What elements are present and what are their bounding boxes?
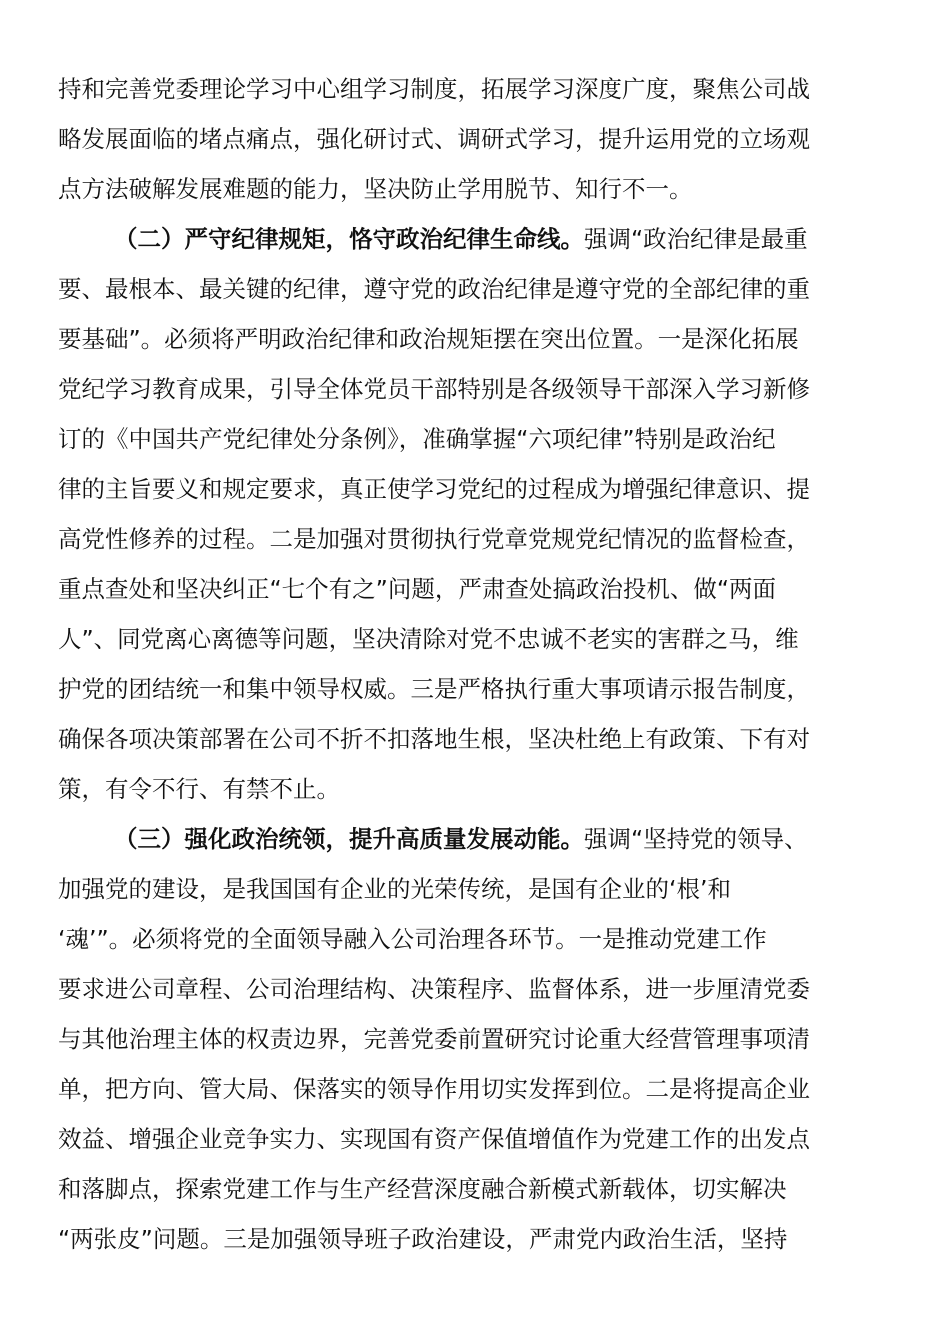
text-line: 护党的团结统一和集中领导权威。三是严格执行重大事项请示报告制度， bbox=[58, 675, 810, 703]
text-line: ‘魂’”。必须将党的全面领导融入公司治理各环节。一是推动党建工作 bbox=[58, 925, 767, 953]
text-line: 人”、同党离心离德等问题，坚决清除对党不忠诚不老实的害群之马，维 bbox=[58, 625, 799, 653]
document-body bbox=[58, 64, 878, 1264]
section-2-lead-text: 强调“政治纪律是最重 bbox=[584, 225, 808, 253]
section-3-lead-text: 强调“坚持党的领导、 bbox=[584, 825, 808, 853]
text-line: 党纪学习教育成果，引导全体党员干部特别是各级领导干部深入学习新修 bbox=[58, 375, 810, 403]
section-2-heading: （二）严守纪律规矩，恪守政治纪律生命线。 bbox=[114, 225, 584, 253]
section-3-paragraph bbox=[58, 814, 878, 1264]
text-line: 高党性修养的过程。二是加强对贯彻执行党章党规党纪情况的监督检查， bbox=[58, 525, 810, 553]
paragraph-1 bbox=[58, 64, 878, 214]
text-line: 重点查处和坚决纠正“七个有之”问题，严肃查处搞政治投机、做“两面 bbox=[58, 575, 777, 603]
text-line: 确保各项决策部署在公司不折不扣落地生根，坚决杜绝上有政策、下有对 bbox=[58, 725, 810, 753]
text-line: 订的《中国共产党纪律处分条例》，准确掌握“六项纪律”特别是政治纪 bbox=[58, 425, 776, 453]
text-line: 持和完善党委理论学习中心组学习制度，拓展学习深度广度，聚焦公司战 bbox=[58, 75, 810, 103]
text-line: 与其他治理主体的权责边界，完善党委前置研究讨论重大经营管理事项清 bbox=[58, 1025, 810, 1053]
section-2-paragraph bbox=[58, 214, 878, 814]
text-line: “两张皮”问题。三是加强领导班子政治建设，严肃党内政治生活，坚持 bbox=[58, 1225, 788, 1253]
section-3-first-line bbox=[58, 814, 878, 864]
text-line: 效益、增强企业竞争实力、实现国有资产保值增值作为党建工作的出发点 bbox=[58, 1125, 810, 1153]
text-line: 和落脚点，探索党建工作与生产经营深度融合新模式新载体，切实解决 bbox=[58, 1175, 787, 1203]
text-line: 要基础”。必须将严明政治纪律和政治规矩摆在突出位置。一是深化拓展 bbox=[58, 325, 799, 353]
text-line: 略发展面临的堵点痛点，强化研讨式、调研式学习，提升运用党的立场观 bbox=[58, 125, 810, 153]
text-line: 要求进公司章程、公司治理结构、决策程序、监督体系，进一步厘清党委 bbox=[58, 975, 810, 1003]
text-line: 点方法破解发展难题的能力，坚决防止学用脱节、知行不一。 bbox=[58, 175, 693, 203]
text-line: 律的主旨要义和规定要求，真正使学习党纪的过程成为增强纪律意识、提 bbox=[58, 475, 810, 503]
text-line: 策，有令不行、有禁不止。 bbox=[58, 775, 340, 803]
section-3-heading: （三）强化政治统领，提升高质量发展动能。 bbox=[114, 825, 584, 853]
text-line: 单，把方向、管大局、保落实的领导作用切实发挥到位。二是将提高企业 bbox=[58, 1075, 810, 1103]
text-line: 要、最根本、最关键的纪律，遵守党的政治纪律是遵守党的全部纪律的重 bbox=[58, 275, 810, 303]
section-2-first-line bbox=[58, 214, 878, 264]
text-line: 加强党的建设，是我国国有企业的光荣传统，是国有企业的‘根’和 bbox=[58, 875, 731, 903]
